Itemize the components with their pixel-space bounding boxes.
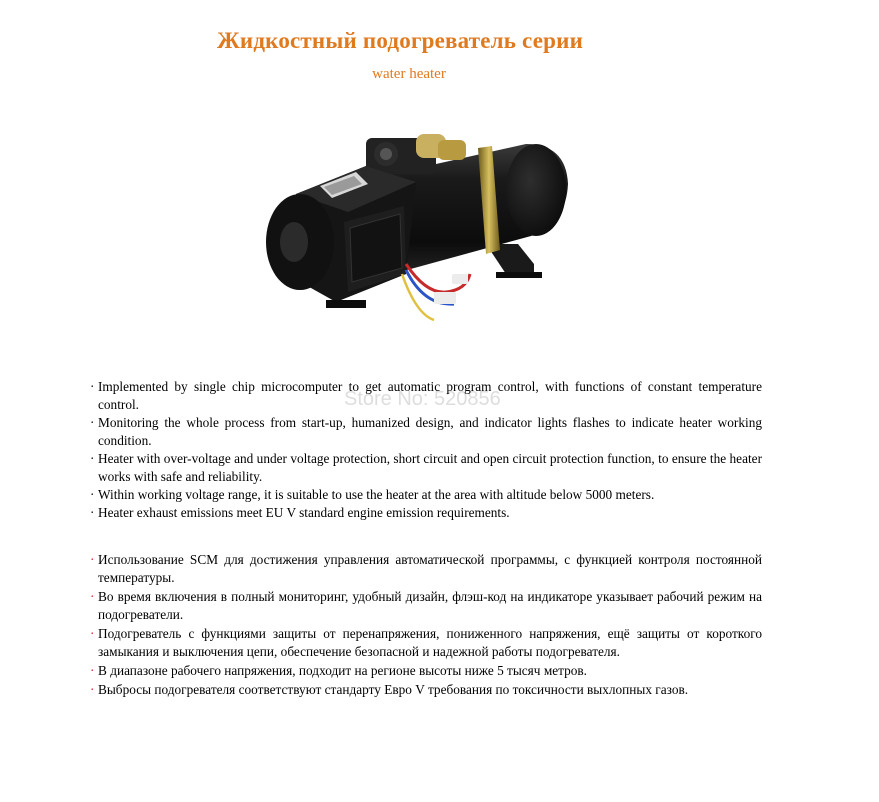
bullet-icon: · bbox=[90, 552, 95, 567]
feature-text: Выбросы подогревателя соответствуют стандарту Евро V требования по токсичности выхлопных газов. bbox=[98, 682, 689, 697]
feature-text: Within working voltage range, it is suitable to use the heater at the area with altitude below 5000 meters. bbox=[98, 487, 655, 502]
list-item bbox=[90, 504, 762, 522]
list-item bbox=[90, 662, 762, 680]
features-english-list bbox=[90, 378, 762, 522]
bullet-icon: · bbox=[90, 415, 95, 430]
features-russian-list bbox=[90, 551, 762, 699]
page-title: Жидкостный подогреватель серии bbox=[216, 28, 584, 53]
bullet-icon: · bbox=[90, 626, 95, 641]
list-item bbox=[90, 551, 762, 587]
page-subtitle: water heater bbox=[372, 66, 446, 82]
list-item bbox=[90, 486, 762, 504]
feature-text: В диапазоне рабочего напряжения, подходит на регионе высоты ниже 5 тысяч метров. bbox=[98, 663, 588, 678]
list-item bbox=[90, 378, 762, 414]
bullet-icon: · bbox=[90, 682, 95, 697]
bullet-icon: · bbox=[90, 505, 95, 520]
bullet-icon: · bbox=[90, 451, 95, 466]
feature-text: Во время включения в полный мониторинг, удобный дизайн, флэш-код на индикаторе указывает рабочий режим на подогреватели. bbox=[98, 589, 762, 622]
feature-text: Подогреватель с функциями защиты от перенапряжения, пониженного напряжения, ещё защиты от короткого замыкания и выключения цепи, обеспечение безопасной и надежной работы подогревателя. bbox=[98, 626, 762, 659]
bullet-icon: · bbox=[90, 487, 95, 502]
list-item bbox=[90, 450, 762, 486]
store-watermark: Store No: 520856 bbox=[344, 388, 501, 410]
water-heater-image bbox=[256, 124, 576, 332]
list-item bbox=[90, 681, 762, 699]
feature-text: Implemented by single chip microcomputer to get automatic program control, with functions of constant temperature control. bbox=[98, 379, 762, 412]
list-item bbox=[90, 588, 762, 624]
bullet-icon: · bbox=[90, 379, 95, 394]
feature-text: Heater exhaust emissions meet EU V standard engine emission requirements. bbox=[98, 505, 510, 520]
list-item bbox=[90, 414, 762, 450]
list-item bbox=[90, 625, 762, 661]
feature-text: Heater with over-voltage and under voltage protection, short circuit and open circuit protection function, to ensure the heater works with safe and reliability. bbox=[98, 451, 762, 484]
feature-text: Использование SCM для достижения управления автоматической программы, с функцией контроля постоянной температуры. bbox=[98, 552, 762, 585]
bullet-icon: · bbox=[90, 589, 95, 604]
feature-text: Monitoring the whole process from start-up, humanized design, and indicator lights flashes to indicate heater working condition. bbox=[98, 415, 762, 448]
bullet-icon: · bbox=[90, 663, 95, 678]
